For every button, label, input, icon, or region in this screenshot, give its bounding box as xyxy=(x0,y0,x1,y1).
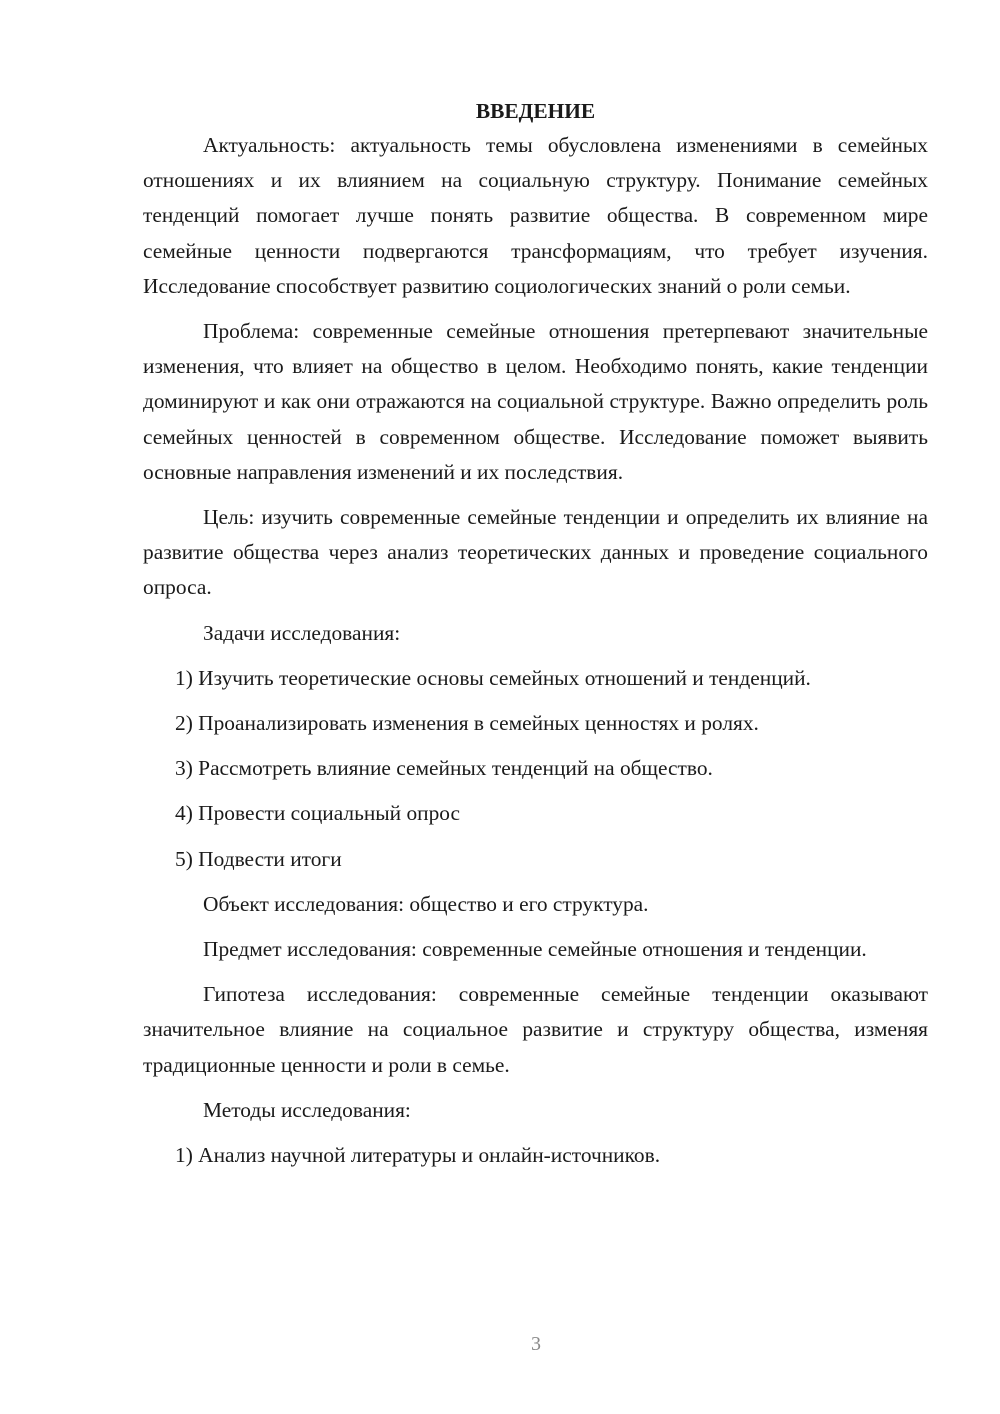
page-number: 3 xyxy=(531,1333,541,1355)
tasks-list xyxy=(143,661,928,877)
problem-paragraph: Проблема: современные семейные отношения претерпевают значительные изменения, что влияет на общество в целом. Необходимо понять, какие тенденции доминируют и как они отражаются на социальной структуре. Важно определить роль семейных ценностей в современном обществе. Исследование поможет выявить основные направления изменений и их последствия. xyxy=(143,319,928,484)
relevance-paragraph: Актуальность: актуальность темы обусловлена изменениями в семейных отношениях и их влиянием на социальную структуру. Понимание семейных тенденций помогает лучше понять развитие общества. В современном мире семейные ценности подвергаются трансформациям, что требует изучения. Исследование способствует развитию социологических знаний о роли семьи. xyxy=(143,133,928,298)
page-content xyxy=(143,96,928,1183)
methods-list xyxy=(143,1138,928,1173)
goal-paragraph: Цель: изучить современные семейные тенденции и определить их влияние на развитие общества через анализ теоретических данных и проведение социального опроса. xyxy=(143,505,928,600)
task-item: 2) Проанализировать изменения в семейных ценностях и ролях. xyxy=(175,711,759,736)
methods-heading: Методы исследования: xyxy=(203,1097,411,1122)
task-item: 4) Провести социальный опрос xyxy=(175,801,461,826)
page-title: ВВЕДЕНИЕ xyxy=(475,99,596,123)
task-item: 3) Рассмотреть влияние семейных тенденций на общество. xyxy=(175,756,713,781)
task-item: 5) Подвести итоги xyxy=(175,846,342,871)
object-paragraph: Объект исследования: общество и его структура. xyxy=(203,891,649,916)
subject-paragraph: Предмет исследования: современные семейные отношения и тенденции. xyxy=(203,937,867,962)
hypothesis-paragraph: Гипотеза исследования: современные семейные тенденции оказывают значительное влияние на социальное развитие и структуру общества, изменяя традиционные ценности и роли в семье. xyxy=(143,982,928,1077)
task-item: 1) Изучить теоретические основы семейных отношений и тенденций. xyxy=(175,665,811,690)
tasks-heading: Задачи исследования: xyxy=(203,620,401,645)
method-item: 1) Анализ научной литературы и онлайн-источников. xyxy=(175,1143,661,1168)
